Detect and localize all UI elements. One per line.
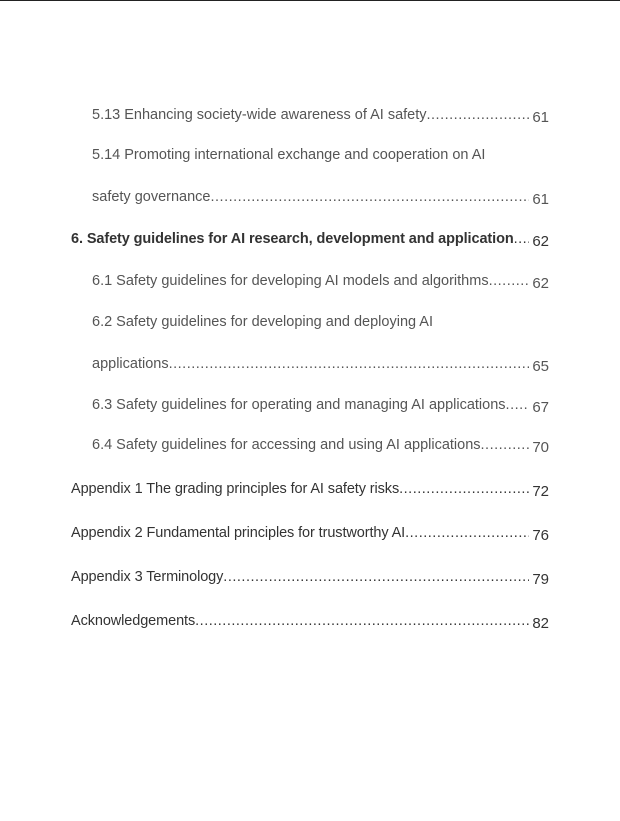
toc-entry-title-continued: applications bbox=[92, 356, 169, 372]
toc-entry-6-1[interactable] bbox=[92, 272, 549, 292]
toc-entry-6-3[interactable] bbox=[92, 396, 549, 416]
toc-entry-6[interactable] bbox=[71, 230, 549, 250]
toc-entry-5-13[interactable] bbox=[92, 106, 549, 126]
toc-entry-5-14-line1[interactable] bbox=[92, 147, 549, 163]
toc-entry-title: 6.4 Safety guidelines for accessing and using AI applications bbox=[92, 437, 481, 453]
toc-page-number: 72 bbox=[532, 483, 549, 500]
toc-entry-title: Appendix 1 The grading principles for AI safety risks bbox=[71, 481, 400, 497]
dot-leader bbox=[506, 397, 529, 413]
dot-leader bbox=[405, 525, 529, 541]
dot-leader bbox=[169, 356, 529, 372]
toc-entry-6-2-line1[interactable] bbox=[92, 314, 549, 330]
toc-entry-title: 5.13 Enhancing society-wide awareness of AI safety bbox=[92, 107, 427, 123]
toc-page-number: 82 bbox=[532, 615, 549, 632]
toc-entry-acknowledgements[interactable] bbox=[71, 612, 549, 632]
toc-page-number: 65 bbox=[532, 358, 549, 375]
toc-page-number: 76 bbox=[532, 527, 549, 544]
toc-page-number: 67 bbox=[532, 399, 549, 416]
toc-entry-6-4[interactable] bbox=[92, 436, 549, 456]
dot-leader bbox=[211, 189, 530, 205]
dot-leader bbox=[399, 481, 529, 497]
toc-page-number: 61 bbox=[532, 109, 549, 126]
toc-page-number: 62 bbox=[532, 233, 549, 250]
dot-leader bbox=[223, 569, 529, 585]
toc-entry-title: 6. Safety guidelines for AI research, development and application bbox=[71, 231, 514, 247]
page-top-border bbox=[0, 0, 620, 1]
toc-entry-title: 6.3 Safety guidelines for operating and managing AI applications bbox=[92, 397, 506, 413]
dot-leader bbox=[514, 231, 529, 247]
dot-leader bbox=[489, 273, 529, 289]
toc-entry-appendix-2[interactable] bbox=[71, 524, 549, 544]
toc-page-number: 61 bbox=[532, 191, 549, 208]
toc-entry-title: 6.1 Safety guidelines for developing AI models and algorithms bbox=[92, 273, 489, 289]
dot-leader bbox=[481, 437, 529, 453]
toc-entry-5-14[interactable] bbox=[92, 188, 549, 208]
toc-entry-title-continued: safety governance bbox=[92, 189, 211, 205]
toc-entry-title: 5.14 Promoting international exchange and cooperation on AI bbox=[92, 147, 486, 163]
toc-entry-6-2[interactable] bbox=[92, 355, 549, 375]
toc-page-number: 70 bbox=[532, 439, 549, 456]
toc-page-number: 62 bbox=[532, 275, 549, 292]
toc-entry-appendix-3[interactable] bbox=[71, 568, 549, 588]
toc-page-number: 79 bbox=[532, 571, 549, 588]
dot-leader bbox=[427, 107, 530, 123]
dot-leader bbox=[195, 613, 529, 629]
toc-entry-title: Acknowledgements bbox=[71, 613, 196, 629]
toc-entry-appendix-1[interactable] bbox=[71, 480, 549, 500]
toc-entry-title: Appendix 3 Terminology bbox=[71, 569, 224, 585]
toc-entry-title: 6.2 Safety guidelines for developing and deploying AI bbox=[92, 314, 433, 330]
toc-entry-title: Appendix 2 Fundamental principles for trustworthy AI bbox=[71, 525, 406, 541]
